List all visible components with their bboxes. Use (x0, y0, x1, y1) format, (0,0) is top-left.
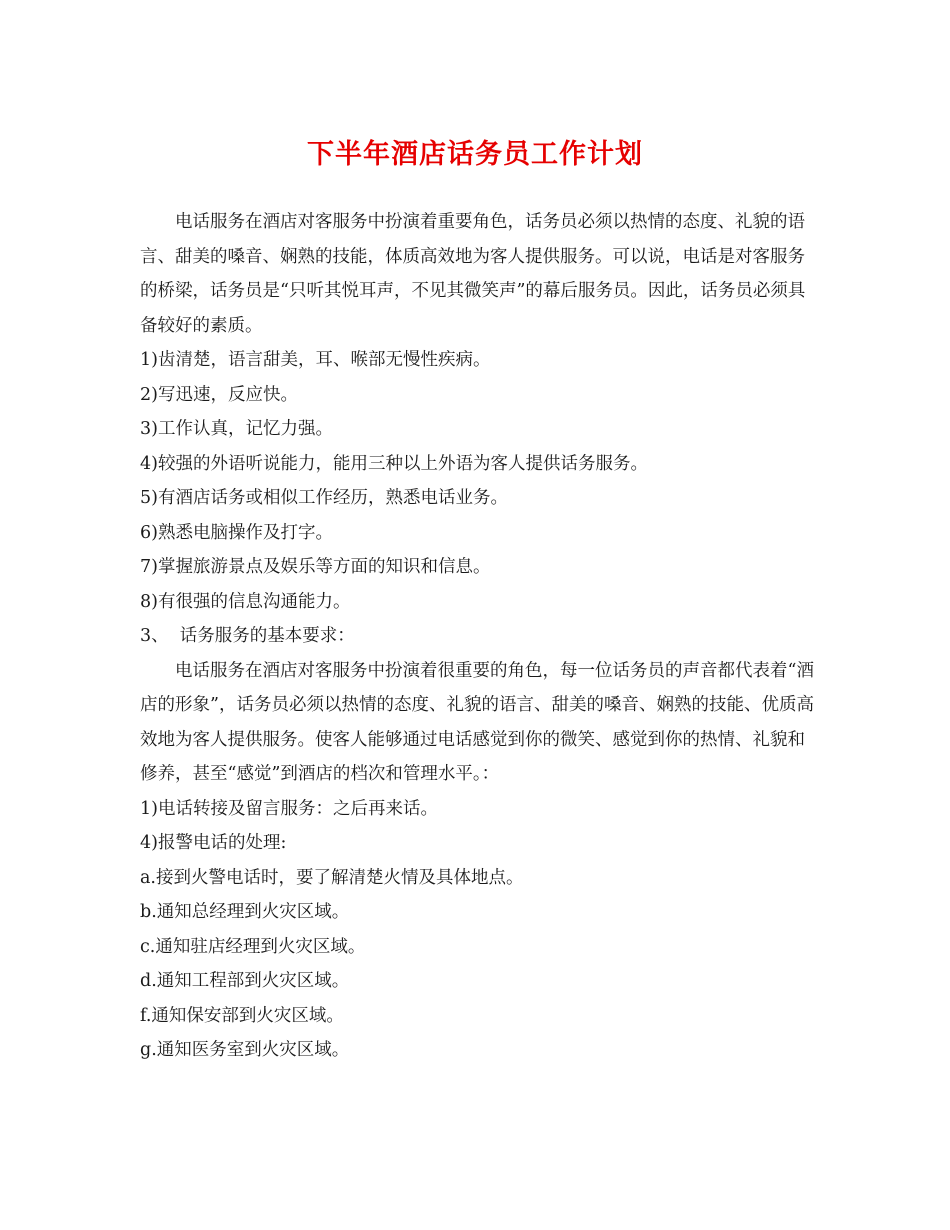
service-paragraph: 电话服务在酒店对客服务中扮演着很重要的角色，每一位话务员的声音都代表着“酒店的形象”，话务员必须以热情的态度、礼貌的语言、甜美的嗓音、娴熟的技能、优质高效地为客人提供服务。使客人能够通过电话感觉到你的微笑、感觉到你的热情、礼貌和修养，甚至“感觉”到酒店的档次和管理水平。： (140, 660, 814, 784)
alarm-step: d.通知工程部到火灾区域。 (140, 971, 350, 991)
alarm-step: c.通知驻店经理到火灾区域。 (140, 936, 366, 957)
transfer-item: 1)电话转接及留言服务：之后再来话。 (140, 798, 438, 819)
alarm-step: f.通知保安部到火灾区域。 (140, 1005, 344, 1026)
requirement-item: 5)有酒店话务或相似工作经历，熟悉电话业务。 (140, 488, 508, 508)
requirement-item: 3)工作认真，记忆力强。 (140, 419, 333, 439)
requirement-item: 4)较强的外语听说能力，能用三种以上外语为客人提供话务服务。 (140, 453, 648, 474)
intro-paragraph: 电话服务在酒店对客服务中扮演着重要角色，话务员必须以热情的态度、礼貌的语言、甜美的嗓音、娴熟的技能，体质高效地为客人提供服务。可以说，电话是对客服务的桥梁，话务员是“只听其悦耳声，不见其微笑声”的幕后服务员。因此，话务员必须具备较好的素质。 (140, 212, 806, 336)
requirement-item: 8)有很强的信息沟通能力。 (140, 591, 351, 612)
alarm-step: b.通知总经理到火灾区域。 (140, 902, 350, 922)
section-heading: 3、 话务服务的基本要求： (140, 626, 355, 646)
document-body (140, 205, 815, 1068)
requirement-item: 7)掌握旅游景点及娱乐等方面的知识和信息。 (140, 557, 491, 577)
requirement-item: 1)齿清楚，语言甜美，耳、喉部无慢性疾病。 (140, 350, 491, 370)
alarm-step: g.通知医务室到火灾区域。 (140, 1040, 350, 1060)
document-title: 下半年酒店话务员工作计划 (307, 139, 643, 170)
requirement-item: 6)熟悉电脑操作及打字。 (140, 522, 333, 543)
alarm-heading: 4)报警电话的处理: (140, 833, 287, 853)
alarm-step: a.接到火警电话时，要了解清楚火情及具体地点。 (140, 867, 524, 888)
requirement-item: 2)写迅速，反应快。 (140, 384, 298, 405)
